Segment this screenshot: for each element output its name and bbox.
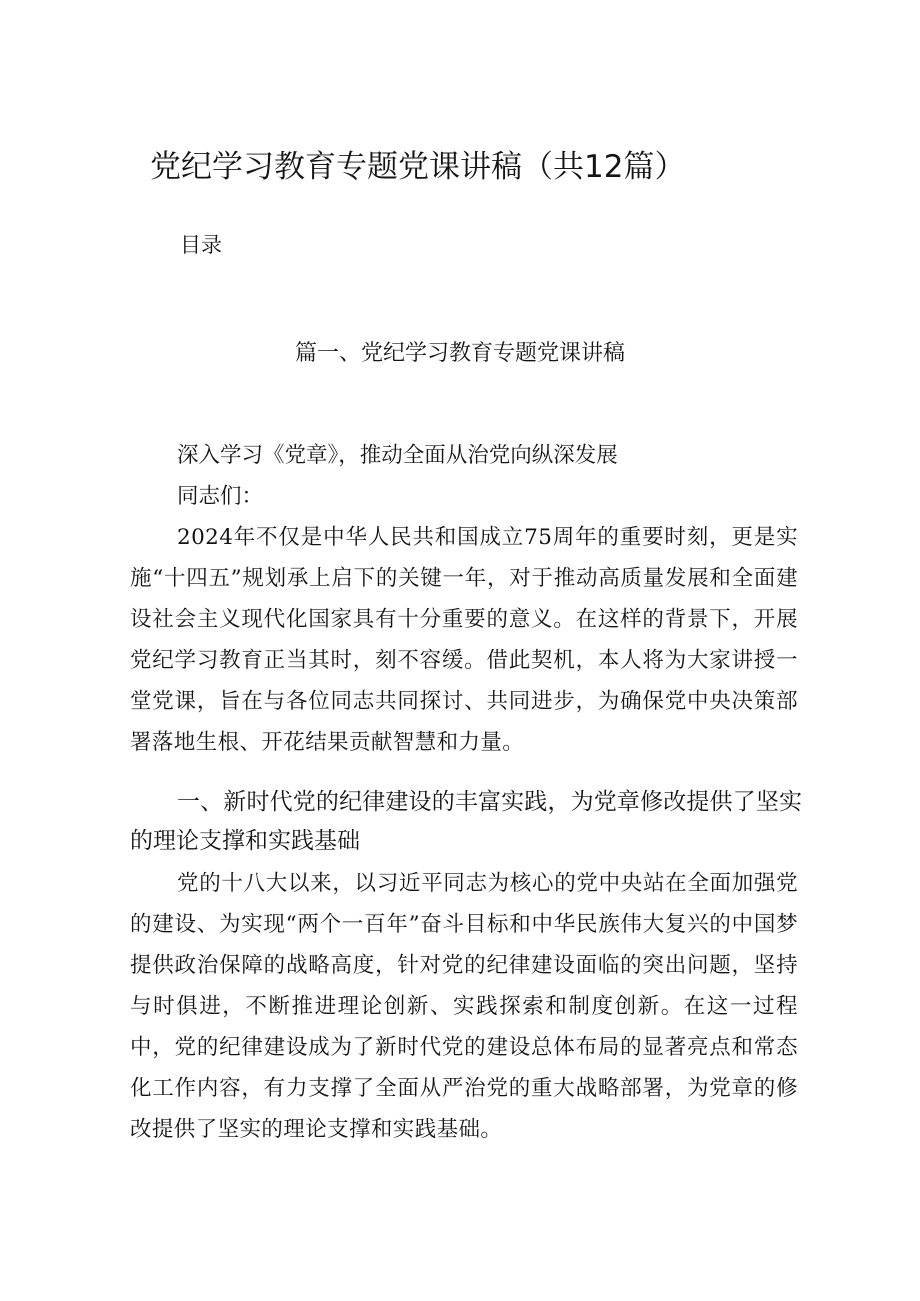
document-title: 党纪学习教育专题党课讲稿（共12篇） xyxy=(150,149,686,185)
part-one-heading: 篇一、党纪学习教育专题党课讲稿 xyxy=(294,341,625,366)
greeting: 同志们： xyxy=(177,484,264,509)
speech-subtitle: 深入学习《党章》，推动全面从治党向纵深发展 xyxy=(177,443,618,468)
section-one-paragraph: 党的十八大以来，以习近平同志为核心的党中央站在全面加强党的建设、为实现“两个一百年”奋斗目标和中华民族伟大复兴的中国梦提供政治保障的战略高度，针对党的纪律建设面临的突出问题，坚持与时俱进，不断推进理论创新、实践探索和制度创新。在这一过程中，党的纪律建设成为了新时代党的建设总体布局的显著亮点和常态化工作内容，有力支撑了全面从严治党的重大战略部署，为党章的修改提供了坚实的理论支撑和实践基础。 xyxy=(130,871,798,1142)
section-one-heading: 一、新时代党的纪律建设的丰富实践，为党章修改提供了坚实的理论支撑和实践基础 xyxy=(130,789,802,854)
table-of-contents-label: 目录 xyxy=(180,233,222,257)
intro-paragraph: 2024年不仅是中华人民共和国成立75周年的重要时刻，更是实施“十四五”规划承上启下的关键一年，对于推动高质量发展和全面建设社会主义现代化国家具有十分重要的意义。在这样的背景下，开展党纪学习教育正当其时，刻不容缓。借此契机，本人将为大家讲授一堂党课，旨在与各位同志共同探讨、共同进步，为确保党中央决策部署落地生根、开花结果贡献智慧和力量。 xyxy=(130,525,798,755)
